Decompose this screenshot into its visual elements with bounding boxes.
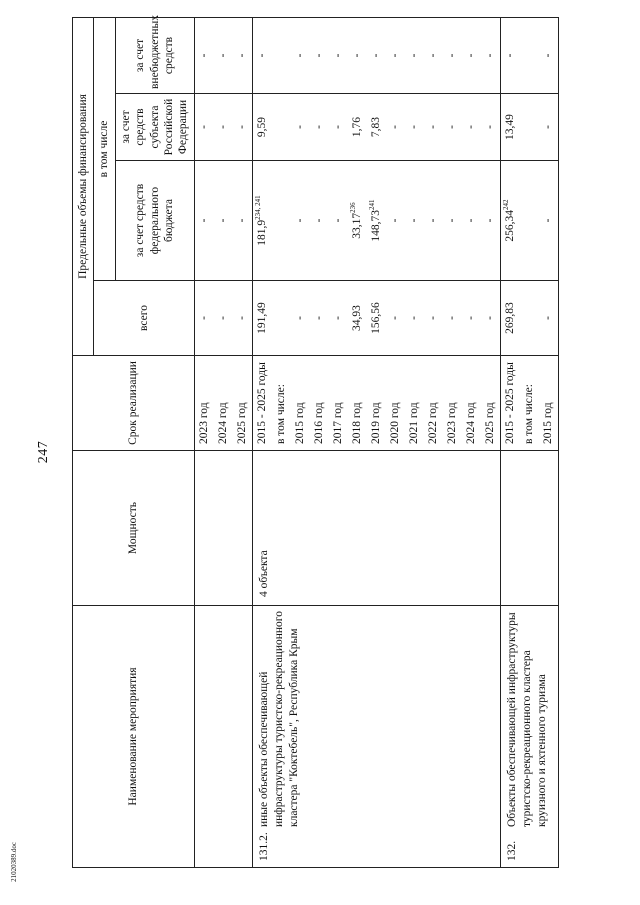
cell-value: - [541,316,554,320]
cell-value: - [541,53,554,58]
header-including: в том числе [94,18,115,281]
table-cell-period [539,356,558,450]
rotated-table-container [72,15,604,868]
table-cell-regional [405,94,424,160]
table-cell-regional [291,94,310,160]
total-list [253,281,500,355]
table-cell-period [348,356,367,450]
cell-value: 2015 год [293,402,306,444]
header-funding: Предельные объемы финансирования [73,18,94,356]
cell-value: 2019 год [369,402,382,444]
table-cell-federal [443,161,462,280]
cell-value: 2017 год [331,402,344,444]
cell-value: 156,56 [369,302,382,334]
table-cell-total [310,281,329,355]
cell-value: - [197,53,210,58]
cell-value: - [426,125,439,129]
federal-list [195,161,252,280]
table-cell-federal [253,161,272,280]
cell-value: 7,83 [369,116,382,138]
cell-value: - [293,316,306,320]
table-cell-total [272,281,291,355]
table-cell-total [329,281,348,355]
table-cell-extrabudget [291,18,310,93]
cell-value: 256,34 [503,209,516,242]
cell-value: 2021 год [407,402,420,444]
federal-list [501,161,558,280]
table-cell-extrabudget [501,18,520,93]
table-cell-period [233,356,252,450]
table-cell-extrabudget [214,18,233,93]
table-cell-extrabudget [348,18,367,93]
cell-name-empty [194,606,252,868]
extrabudget-list [253,18,500,93]
table-cell-federal [424,161,443,280]
cell-value: - [445,125,458,129]
cell-value: - [312,218,325,223]
cell-value: 148,73 [369,209,382,242]
table-cell-regional [348,94,367,160]
table-cell-regional [195,94,214,160]
cell-value: - [216,53,229,58]
cell-value: 2022 год [426,402,439,444]
cell-value: - [388,125,401,129]
cell-value: 269,83 [503,302,516,334]
table-cell-period [520,356,539,450]
table-cell-extrabudget [272,18,291,93]
table-cell-period [367,356,386,450]
footnote-ref: 242 [501,199,510,210]
cell-value: - [426,316,439,320]
header-federal: за счет средств федерального бюджета [115,161,194,281]
cell-value: 13,49 [503,114,516,140]
table-cell-total [481,281,500,355]
table-cell-total [405,281,424,355]
page-number: 247 [36,440,51,464]
footnote-ref: 236 [348,202,357,213]
table-row-continuation [194,18,252,868]
document-reference: 21020389.doc [10,842,18,882]
header-period: Срок реализации [73,356,195,451]
cell-value: - [235,53,248,58]
cell-value: - [407,316,420,320]
table-cell-federal [195,161,214,280]
cell-value: - [216,316,229,320]
table-cell-total [501,281,520,355]
cell-value: 2025 год [235,402,248,444]
table-cell-period [253,356,272,450]
header-name: Наименование мероприятия [73,606,195,868]
total-list [501,281,558,355]
table-cell-federal [405,161,424,280]
cell-value: 2025 год [483,402,496,444]
table-cell-total [348,281,367,355]
cell-value: 2023 год [197,402,210,444]
table-cell-extrabudget [253,18,272,93]
cell-value: - [197,125,210,129]
table-cell-period [329,356,348,450]
cell-value: - [293,53,306,58]
table-cell-total [443,281,462,355]
item-number: 132. [505,840,518,861]
table-cell-total [462,281,481,355]
cell-value: - [312,125,325,129]
table-cell-regional [481,94,500,160]
cell-value: 2024 год [216,402,229,444]
table-cell-regional [214,94,233,160]
table-cell-period [291,356,310,450]
cell-value: - [216,125,229,129]
table-cell-federal [539,161,558,280]
cell-value: 2024 год [464,402,477,444]
table-cell-regional [367,94,386,160]
cell-value: - [350,53,363,58]
cell-value: в том числе: [274,384,287,444]
period-list [253,356,500,450]
cell-value: - [483,316,496,320]
footnote-ref: 241 [367,199,376,210]
extrabudget-list [501,18,558,93]
cell-value: - [407,125,420,129]
table-cell-period [310,356,329,450]
header-regional: за счет средств субъекта Российской Федерации [115,94,194,161]
cell-value: - [407,218,420,223]
table-cell-regional [424,94,443,160]
cell-value: - [293,218,306,223]
item-number: 131.2. [257,832,270,861]
table-row-131-2 [252,18,500,868]
table-cell-extrabudget [462,18,481,93]
cell-value: - [483,125,496,129]
regional-list [253,94,500,160]
cell-value: - [445,316,458,320]
table-cell-extrabudget [520,18,539,93]
table-cell-period [443,356,462,450]
table-cell-total [520,281,539,355]
table-cell-period [405,356,424,450]
table-cell-regional [443,94,462,160]
cell-value: - [197,316,210,320]
table-cell-period [386,356,405,450]
table-cell-total [214,281,233,355]
funding-table [72,17,559,868]
table-cell-federal [329,161,348,280]
cell-value: - [369,53,382,58]
table-cell-total [367,281,386,355]
item-name: Объекты обеспечивающей инфраструктуры туристско-рекреационного кластера круизного и яхтенного туризма [505,612,548,827]
table-cell-total [253,281,272,355]
table-cell-regional [233,94,252,160]
table-cell-regional [501,94,520,160]
table-cell-total [195,281,214,355]
cell-value: 2016 год [312,402,325,444]
cell-value: - [312,53,325,58]
cell-value: - [483,53,496,58]
cell-value: - [216,218,229,223]
table-cell-extrabudget [481,18,500,93]
cell-value: - [331,218,344,223]
cell-value: 2015 год [541,402,554,444]
footnote-ref: 234, 241 [253,195,262,220]
cell-value: - [388,218,401,223]
table-cell-period [501,356,520,450]
cell-value: 2015 - 2025 годы [255,362,268,444]
cell-value: - [464,125,477,129]
cell-capacity-empty [194,451,252,606]
cell-value: в том числе: [522,384,535,444]
table-cell-federal [272,161,291,280]
table-cell-extrabudget [443,18,462,93]
cell-value: - [331,125,344,129]
period-list [501,356,558,450]
table-cell-federal [386,161,405,280]
table-cell-federal [367,161,386,280]
table-cell-regional [386,94,405,160]
federal-list [253,161,500,280]
cell-value: 191,49 [255,302,268,334]
cell-value: - [503,53,516,58]
cell-value: - [331,316,344,320]
cell-value: - [388,53,401,58]
table-cell-total [424,281,443,355]
table-cell-period [481,356,500,450]
cell-value: - [426,53,439,58]
table-cell-period [195,356,214,450]
total-list [195,281,252,355]
cell-value: 33,17 [350,212,363,239]
table-cell-regional [462,94,481,160]
cell-value: - [235,125,248,129]
table-cell-regional [539,94,558,160]
table-cell-period [272,356,291,450]
cell-value: - [483,218,496,223]
cell-value: - [388,316,401,320]
regional-list [501,94,558,160]
cell-value: - [235,316,248,320]
cell-value: - [445,53,458,58]
cell-value: - [541,125,554,129]
table-cell-extrabudget [386,18,405,93]
cell-value: - [293,125,306,129]
table-cell-federal [520,161,539,280]
table-cell-federal [310,161,329,280]
cell-value: - [464,316,477,320]
table-cell-federal [214,161,233,280]
cell-value: 2023 год [445,402,458,444]
cell-value: 2015 - 2025 годы [503,362,516,444]
header-total: всего [94,281,194,356]
cell-value: - [464,53,477,58]
table-cell-regional [253,94,272,160]
table-cell-extrabudget [233,18,252,93]
cell-value: 1,76 [350,116,363,138]
cell-value: - [426,218,439,223]
cell-value: - [255,53,268,58]
table-cell-extrabudget [405,18,424,93]
regional-list [195,94,252,160]
table-cell-regional [520,94,539,160]
cell-value: - [331,53,344,58]
table-cell-total [539,281,558,355]
table-cell-federal [291,161,310,280]
table-cell-extrabudget [329,18,348,93]
item-capacity: 4 объекта [257,550,270,597]
table-cell-federal [481,161,500,280]
cell-value: 181,9 [255,219,268,246]
cell-value: - [197,218,210,223]
cell-value: 2020 год [388,402,401,444]
table-cell-extrabudget [195,18,214,93]
table-cell-total [291,281,310,355]
table-cell-regional [329,94,348,160]
table-cell-federal [462,161,481,280]
cell-value: 2018 год [350,402,363,444]
item-capacity [501,451,505,605]
table-cell-federal [501,161,520,280]
table-row-132 [500,18,558,868]
cell-value: - [464,218,477,223]
cell-value: 9,59 [255,116,268,138]
table-cell-extrabudget [539,18,558,93]
table-cell-regional [272,94,291,160]
period-list [195,356,252,450]
table-cell-extrabudget [310,18,329,93]
table-cell-period [462,356,481,450]
table-cell-federal [348,161,367,280]
table-cell-regional [310,94,329,160]
table-cell-federal [233,161,252,280]
table-cell-total [233,281,252,355]
table-cell-total [386,281,405,355]
header-capacity: Мощность [73,451,195,606]
cell-value: - [312,316,325,320]
cell-value: - [541,218,554,223]
cell-value: 34,93 [350,305,363,331]
table-cell-extrabudget [424,18,443,93]
extrabudget-list [195,18,252,93]
cell-value: - [407,53,420,58]
cell-value: - [445,218,458,223]
cell-value: - [235,218,248,223]
header-extrabudget: за счет внебюджетных средств [115,18,194,94]
table-cell-period [214,356,233,450]
item-name: иные объекты обеспечивающей инфраструктуры туристско-рекреационного кластера "Коктебель", Республика Крым [257,611,300,827]
table-cell-period [424,356,443,450]
table-cell-extrabudget [367,18,386,93]
